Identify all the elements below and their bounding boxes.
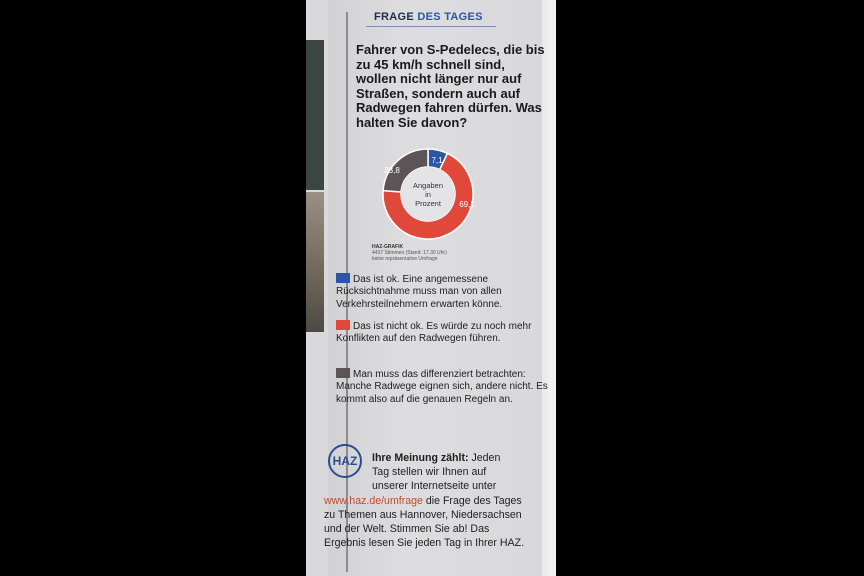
legend-swatch-red (336, 320, 350, 330)
info-line-2: Tag stellen wir Ihnen auf (372, 466, 487, 479)
legend-item-not-ok (336, 320, 551, 346)
poll-link[interactable]: www.haz.de/umfrage (324, 494, 423, 507)
haz-logo: HAZ (328, 444, 362, 478)
center-label-3: Prozent (415, 199, 441, 208)
legend-text-not-ok: Das ist nicht ok. Es würde zu noch mehr Konflikten auf den Radwegen führen. (336, 321, 532, 345)
legend-text-differentiated: Man muss das differenziert betrachten: Manche Radwege eignen sich, andere nicht. Es kommt also auf die genauen Regeln an. (336, 369, 548, 405)
legend-swatch-gray (336, 368, 350, 378)
chart-credit (372, 244, 447, 262)
adjacent-photo-dark (306, 40, 324, 190)
info-line-1: Jeden (468, 452, 501, 464)
legend-item-ok (336, 273, 551, 311)
info-lead: Ihre Meinung zählt: (372, 452, 469, 464)
legend-item-differentiated (336, 368, 551, 406)
adjacent-photo (306, 192, 324, 332)
credit-line-1: 4437 Stimmen (Stand: 17.30 Uhr) (372, 250, 447, 256)
kicker-part-b: DES TAGES (417, 11, 483, 23)
poll-question: Fahrer von S-Pedelecs, die bis zu 45 km/h schnell sind, wollen nicht länger nur auf Straßen, sondern auch auf Radwegen fahren dürfen. Was halten Sie davon? (356, 42, 545, 130)
legend-swatch-blue (336, 273, 350, 283)
slice-label-red: 69,1 (459, 200, 475, 209)
center-label-1: Angaben (412, 181, 444, 190)
slice-label-gray: 23,8 (384, 166, 400, 175)
info-box (324, 451, 529, 550)
info-rest: die Frage des Tages zu Themen aus Hannover, Niedersachsen und der Welt. Stimmen Sie ab! Das Ergebnis lesen Sie jeden Tag in Ihrer HAZ. (324, 494, 525, 550)
kicker-part-a: FRAGE (374, 11, 414, 23)
kicker-underline (366, 26, 496, 27)
credit-line-2: keine repräsentative Umfrage (372, 256, 438, 262)
newspaper-clipping (306, 0, 556, 576)
donut-chart (370, 146, 490, 242)
slice-label-blue: 7,1 (431, 156, 443, 165)
section-kicker (374, 11, 483, 23)
credit-title: HAZ-GRAFIK (372, 244, 404, 250)
info-line-3: unserer Internetseite unter (372, 480, 497, 493)
legend-text-ok: Das ist ok. Eine angemessene Rücksichtnahme muss man von allen Verkehrsteilnehmern erwarten könne. (336, 274, 503, 310)
center-label-2: in (425, 190, 431, 199)
